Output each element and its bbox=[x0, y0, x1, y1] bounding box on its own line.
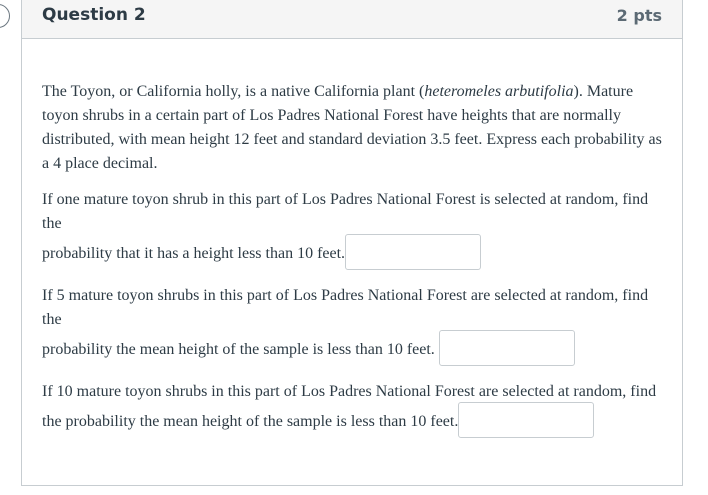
question-title: Question 2 bbox=[42, 5, 146, 25]
question-flag-marker[interactable] bbox=[0, 4, 10, 28]
question-header bbox=[22, 0, 682, 39]
sub-question-1 bbox=[42, 188, 667, 272]
answer-input-1[interactable] bbox=[345, 234, 481, 270]
question-body bbox=[42, 80, 667, 452]
sub-question-1-lead: If one mature toyon shrub in this part of Los Padres National Forest is selected at random, find the bbox=[42, 191, 649, 232]
scientific-name: heteromeles arbutifolia bbox=[424, 83, 574, 100]
sub-question-3-lead: If 10 mature toyon shrubs in this part of Los Padres National Forest are selected at random, find bbox=[42, 383, 657, 400]
sub-question-2 bbox=[42, 284, 667, 368]
question-intro bbox=[42, 80, 667, 176]
sub-question-2-lead: If 5 mature toyon shrubs in this part of Los Padres National Forest are selected at random, find the bbox=[42, 287, 649, 328]
question-card bbox=[21, 0, 683, 486]
sub-question-2-tail: probability the mean height of the sample is less than 10 feet. bbox=[42, 341, 435, 358]
answer-input-3[interactable] bbox=[458, 402, 594, 438]
question-points: 2 pts bbox=[616, 6, 662, 25]
answer-input-2[interactable] bbox=[439, 330, 575, 366]
sub-question-1-tail: probability that it has a height less than 10 feet. bbox=[42, 245, 346, 262]
sub-question-3 bbox=[42, 380, 667, 440]
intro-text-part1: The Toyon, or California holly, is a native California plant ( bbox=[42, 83, 425, 100]
sub-question-3-tail: the probability the mean height of the sample is less than 10 feet. bbox=[42, 413, 459, 430]
intro-text-part2: ). Mature toyon shrubs in a certain part of Los Padres National Forest have heights that are normally distributed, with mean height 12 feet and standard deviation 3.5 feet. Express each probability as a 4 place decimal. bbox=[42, 83, 662, 172]
